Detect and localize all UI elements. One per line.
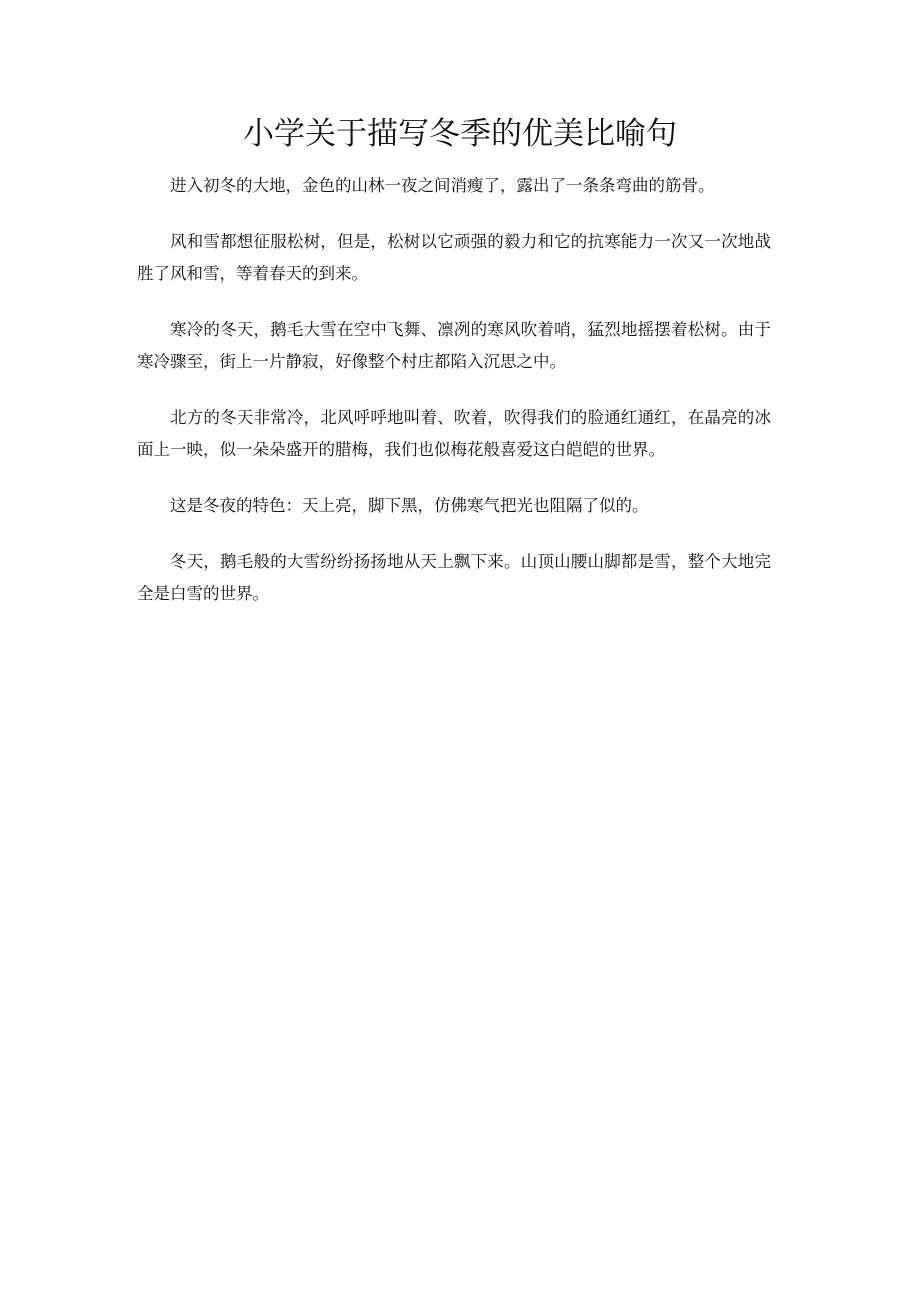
paragraph-4: 北方的冬天非常冷，北风呼呼地叫着、吹着，吹得我们的脸通红通红，在晶亮的冰面上一映，似一朵朵盛开的腊梅，我们也似梅花般喜爱这白皑皑的世界。 [137, 408, 771, 459]
paragraph-2: 风和雪都想征服松树，但是，松树以它顽强的毅力和它的抗寒能力一次又一次地战胜了风和雪，等着春天的到来。 [137, 232, 771, 283]
paragraph-6: 冬天，鹅毛般的大雪纷纷扬扬地从天上飘下来。山顶山腰山脚都是雪，整个大地完全是白雪的世界。 [137, 552, 771, 603]
paragraph-1: 进入初冬的大地，金色的山林一夜之间消瘦了，露出了一条条弯曲的筋骨。 [170, 176, 715, 195]
paragraph-3: 寒冷的冬天，鹅毛大雪在空中飞舞、凛冽的寒风吹着哨，猛烈地摇摆着松树。由于寒冷骤至，街上一片静寂，好像整个村庄都陷入沉思之中。 [137, 320, 771, 371]
document-title: 小学关于描写冬季的优美比喻句 [243, 116, 677, 152]
paragraph-5: 这是冬夜的特色：天上亮，脚下黑，仿佛寒气把光也阻隔了似的。 [170, 496, 649, 515]
document-body [137, 170, 771, 634]
